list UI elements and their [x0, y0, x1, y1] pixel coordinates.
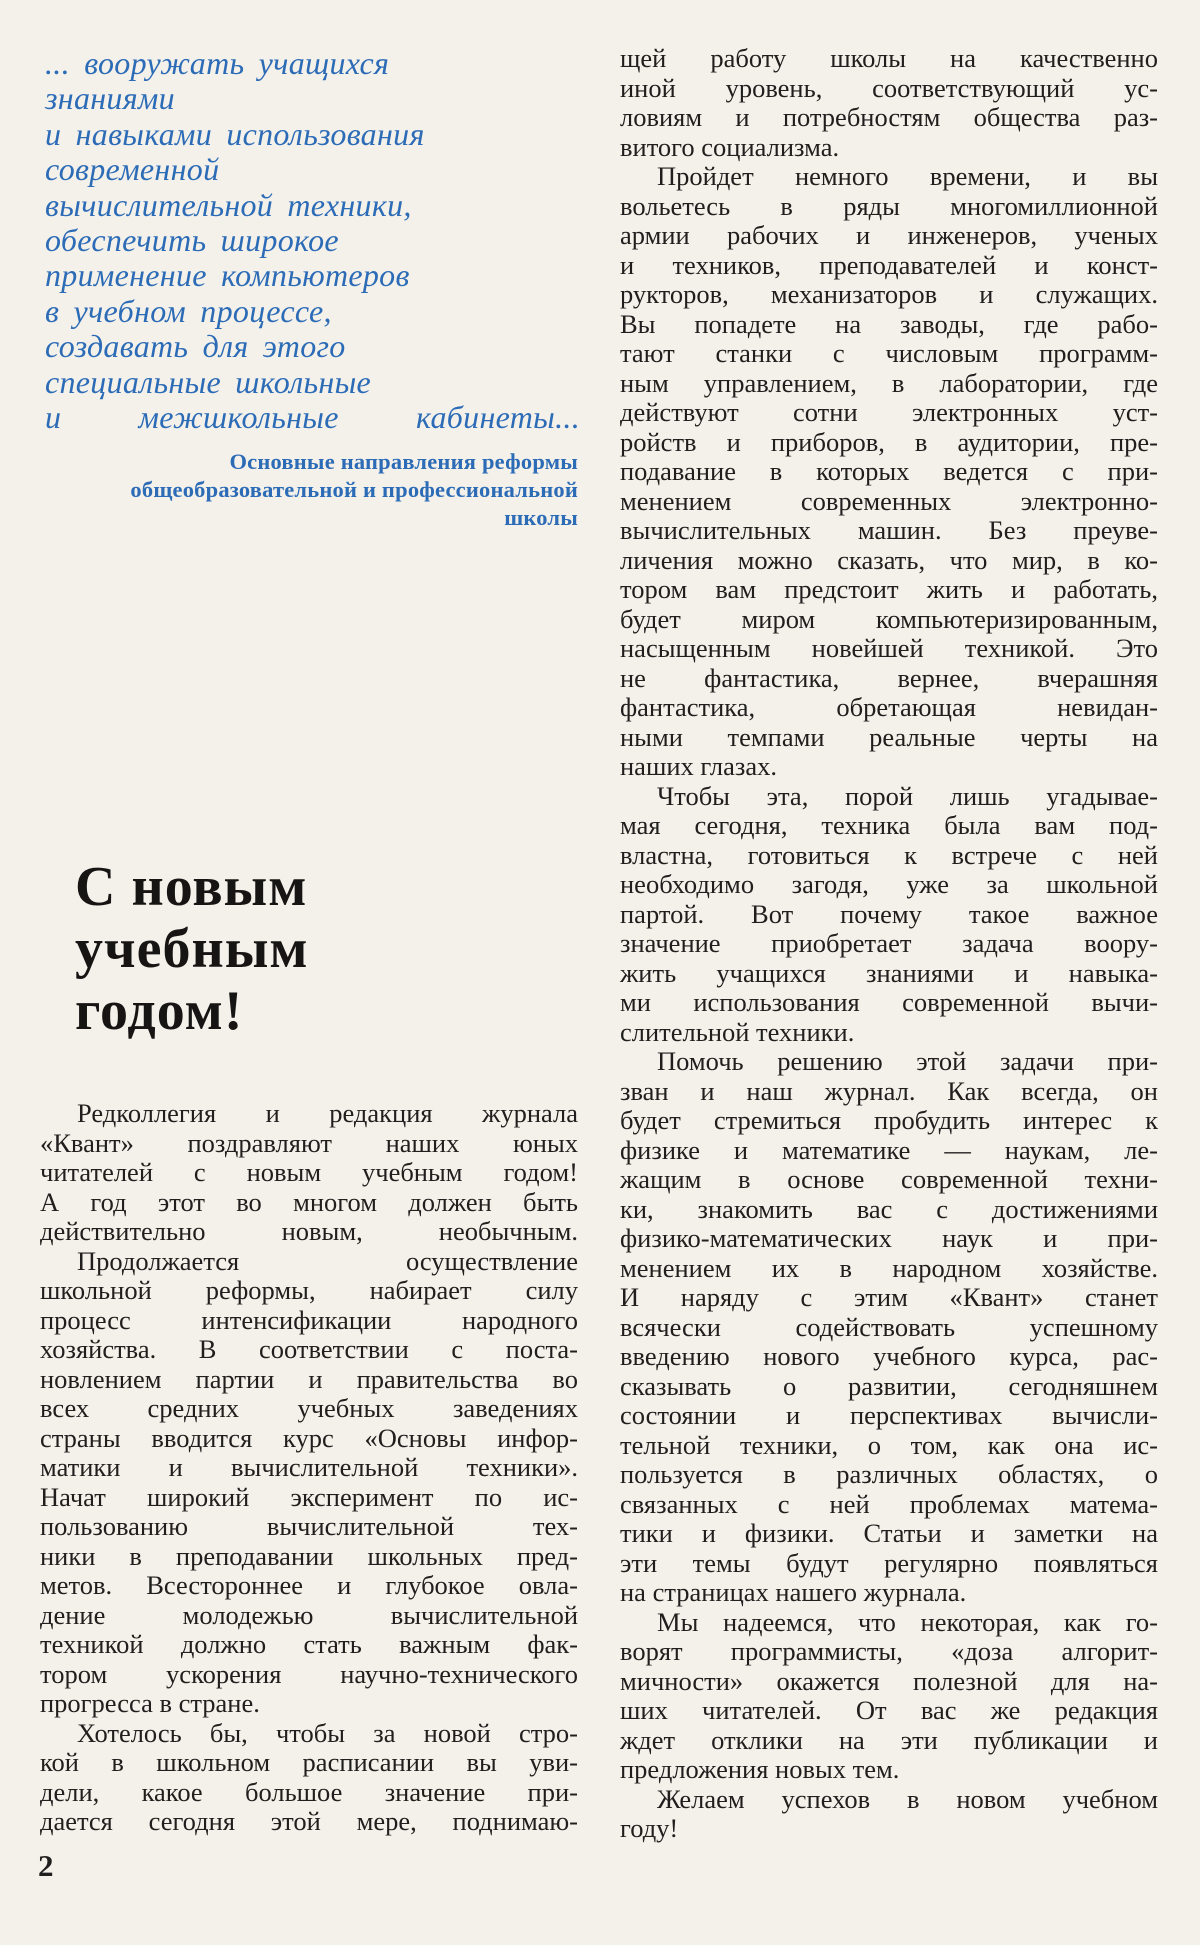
- body-text-line: Пройдет немного времени, и вы: [657, 161, 1158, 191]
- body-text-line: зван и наш журнал. Как всегда, он: [620, 1075, 1158, 1106]
- body-column-left: [40, 1099, 578, 1837]
- body-text-line: армии рабочих и инженеров, ученых: [620, 220, 1158, 250]
- epigraph-line: создавать для этого: [45, 328, 346, 365]
- epigraph-line: специальные школьные: [45, 363, 372, 400]
- body-text-line: значение приобретает задача воору-: [620, 928, 1158, 958]
- body-text-line: властна, готовиться к встрече с ней: [620, 839, 1158, 870]
- body-text-line: Чтобы эта, порой лишь угадывае-: [657, 780, 1158, 811]
- body-text-line: жащим в основе современной техни-: [620, 1164, 1158, 1194]
- epigraph-line: вычислительной техники,: [45, 186, 412, 223]
- body-text-line: всячески содействовать успешному: [620, 1311, 1158, 1342]
- body-text-line: И наряду с этим «Квант» станет: [620, 1282, 1158, 1312]
- body-text-line: метов. Всестороннее и глубокое овла-: [40, 1570, 578, 1600]
- body-text-line: действуют сотни электронных уст-: [620, 397, 1158, 427]
- body-text-line: тельной техники, о том, как она ис-: [620, 1429, 1158, 1460]
- body-text-line: жить учащихся знаниями и навыка-: [620, 957, 1158, 988]
- epigraph-attribution-line: школы: [504, 505, 578, 531]
- body-text-line: хозяйства. В соответствии с поста-: [40, 1334, 578, 1364]
- body-text-line: году!: [620, 1813, 679, 1843]
- body-text-line: слительной техники.: [620, 1016, 855, 1047]
- body-text-line: техникой должно стать важным фак-: [40, 1629, 578, 1659]
- body-text-line: ворят программисты, «доза алгорит-: [620, 1636, 1158, 1666]
- body-text-line: кой в школьном расписании вы уви-: [40, 1747, 578, 1777]
- body-text-line: дение молодежью вычислительной: [40, 1599, 578, 1630]
- body-text-line: предложения новых тем.: [620, 1754, 900, 1784]
- body-text-line: физике и математике — наукам, ле-: [620, 1134, 1158, 1165]
- body-text-line: щей работу школы на качественно: [620, 43, 1158, 73]
- epigraph-line: знаниями: [45, 80, 175, 117]
- body-text-line: ловиям и потребностям общества раз-: [620, 102, 1158, 132]
- body-text-line: менением современных электронно-: [620, 485, 1158, 516]
- body-text-line: ждет отклики на эти публикации и: [620, 1724, 1158, 1755]
- body-text-line: «Квант» поздравляют наших юных: [40, 1127, 578, 1158]
- body-text-line: партой. Вот почему такое важное: [620, 898, 1158, 929]
- epigraph-line: применение компьютеров: [45, 257, 410, 294]
- body-text-line: дается сегодня этой мере, поднимаю-: [40, 1806, 578, 1836]
- body-text-line: наших глазах.: [620, 751, 778, 781]
- article-title-line: учебным: [75, 918, 309, 980]
- epigraph-line: и навыками использования: [45, 115, 425, 152]
- body-text-line: насыщенным новейшей техникой. Это: [620, 633, 1158, 663]
- body-text-line: будет миром компьютеризированным,: [620, 603, 1158, 634]
- body-text-line: ными темпами реальные черты на: [620, 721, 1158, 752]
- body-text-line: страны вводится курс «Основы инфор-: [40, 1422, 578, 1453]
- body-text-line: личения можно сказать, что мир, в ко-: [620, 544, 1158, 575]
- body-text-line: дели, какое большое значение при-: [40, 1776, 578, 1807]
- body-text-line: сказывать о развитии, сегодняшнем: [620, 1370, 1158, 1401]
- body-text-line: всех средних учебных заведениях: [40, 1393, 578, 1423]
- body-text-line: состоянии и перспективах вычисли-: [620, 1400, 1158, 1430]
- epigraph-line: обеспечить широкое: [45, 222, 339, 259]
- body-text-line: не фантастика, вернее, вчерашняя: [620, 662, 1158, 693]
- body-text-line: мая сегодня, техника была вам под-: [620, 810, 1158, 840]
- body-text-line: ки, знакомить вас с достижениями: [620, 1193, 1158, 1224]
- body-text-line: введению нового учебного курса, рас-: [620, 1341, 1158, 1371]
- body-text-line: подавание в которых ведется с при-: [620, 456, 1158, 486]
- body-text-line: витого социализма.: [620, 131, 840, 162]
- body-text-line: процесс интенсификации народного: [40, 1304, 578, 1335]
- body-text-line: ми использования современной вычи-: [620, 987, 1158, 1017]
- body-text-line: ройств и приборов, в аудитории, пре-: [620, 426, 1158, 457]
- body-text-line: вольетесь в ряды многомиллионной: [620, 190, 1158, 221]
- body-text-line: Редколлегия и редакция журнала: [77, 1098, 578, 1128]
- body-text-line: менением их в народном хозяйстве.: [620, 1252, 1158, 1283]
- body-text-line: физико-математических наук и при-: [620, 1223, 1158, 1253]
- body-text-line: ники в преподавании школьных пред-: [40, 1540, 578, 1571]
- body-text-line: вычислительных машин. Без преуве-: [620, 515, 1158, 545]
- body-text-line: прогресса в стране.: [40, 1688, 260, 1718]
- body-text-line: Продолжается осуществление: [77, 1245, 578, 1276]
- body-text-line: тики и физики. Статьи и заметки на: [620, 1518, 1158, 1548]
- body-text-line: иной уровень, соответствующий ус-: [620, 72, 1158, 103]
- body-text-line: на страницах нашего журнала.: [620, 1577, 967, 1607]
- body-text-line: Вы попадете на заводы, где рабо-: [620, 308, 1158, 339]
- body-text-line: ным управлением, в лаборатории, где: [620, 367, 1158, 398]
- body-text-line: Начат широкий эксперимент по ис-: [40, 1481, 578, 1512]
- article-title-line: С новым: [75, 856, 308, 918]
- body-text-line: Желаем успехов в новом учебном: [657, 1783, 1158, 1814]
- epigraph-line: ... вооружать учащихся: [45, 45, 390, 81]
- body-text-line: мичности» окажется полезной для на-: [620, 1665, 1158, 1696]
- article-title-line: годом!: [75, 980, 244, 1042]
- body-text-line: фантастика, обретающая невидан-: [620, 692, 1158, 722]
- body-text-line: связанных с ней проблемах матема-: [620, 1488, 1158, 1519]
- body-text-line: необходимо загодя, уже за школьной: [620, 869, 1158, 899]
- body-text-line: будет стремиться пробудить интерес к: [620, 1105, 1158, 1135]
- page-number: 2: [38, 1848, 54, 1883]
- body-text-line: школьной реформы, набирает силу: [40, 1275, 578, 1305]
- body-text-line: рукторов, механизаторов и служащих.: [620, 279, 1158, 309]
- body-column-right: [620, 44, 1158, 1844]
- body-text-line: и техников, преподавателей и конст-: [620, 249, 1158, 280]
- body-text-line: действительно новым, необычным.: [40, 1216, 578, 1246]
- epigraph-attribution: [40, 448, 578, 533]
- epigraph-attribution-line: Основные направления реформы: [229, 449, 578, 474]
- epigraph-line: современной: [45, 151, 220, 188]
- body-text-line: эти темы будут регулярно появляться: [620, 1547, 1158, 1578]
- body-text-line: пользуется в различных областях, о: [620, 1459, 1158, 1489]
- body-text-line: новлением партии и правительства во: [40, 1363, 578, 1394]
- body-text-line: Хотелось бы, чтобы за новой стро-: [77, 1717, 578, 1748]
- epigraph-lines: [45, 46, 580, 435]
- body-text-line: ших читателей. От вас же редакция: [620, 1695, 1158, 1725]
- epigraph-attribution-line: общеобразовательной и профессиональной: [130, 477, 578, 503]
- body-text-line: читателей с новым учебным годом!: [40, 1157, 578, 1187]
- body-text-line: А год этот во многом должен быть: [40, 1186, 578, 1217]
- body-text-line: тором вам предстоит жить и работать,: [620, 574, 1158, 604]
- body-text-line: пользованию вычислительной тех-: [40, 1511, 578, 1541]
- body-text-line: тором ускорения научно-технического: [40, 1658, 578, 1689]
- article-title: [75, 856, 309, 1042]
- epigraph-line: и межшкольные кабинеты...: [45, 399, 580, 436]
- body-text-line: тают станки с числовым программ-: [620, 338, 1158, 368]
- body-text-line: Помочь решению этой задачи при-: [657, 1046, 1158, 1076]
- epigraph-quote: [45, 46, 580, 435]
- body-text-line: Мы надеемся, что некоторая, как го-: [657, 1606, 1158, 1637]
- body-text-line: матики и вычислительной техники».: [40, 1452, 578, 1482]
- epigraph-line: в учебном процессе,: [45, 292, 332, 329]
